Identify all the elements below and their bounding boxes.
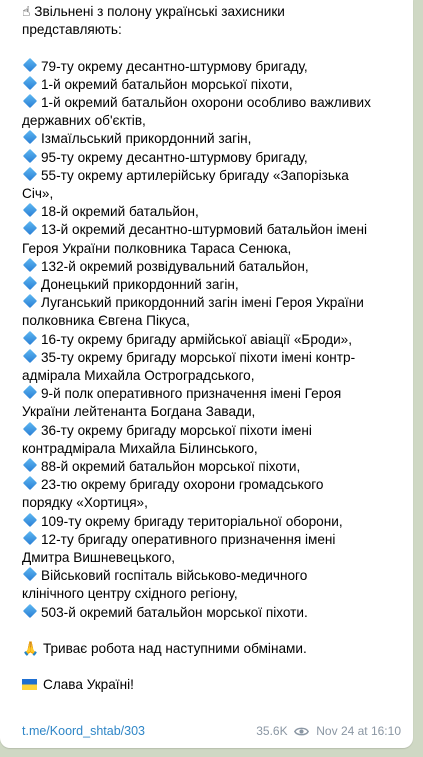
list-item bbox=[22, 258, 405, 276]
post-link[interactable]: t.me/Koord_shtab/303 bbox=[22, 724, 145, 738]
small-blue-diamond-icon bbox=[23, 531, 37, 545]
small-blue-diamond-icon bbox=[23, 167, 37, 181]
list-item bbox=[22, 221, 405, 239]
list-item bbox=[22, 76, 405, 94]
list-item-text: Січ», bbox=[22, 186, 54, 202]
list-item-text: 88-й окремий батальйон морської піхоти, bbox=[41, 459, 301, 475]
folded-hands-emoji-icon: 🙏 bbox=[22, 641, 39, 657]
list-item-continuation bbox=[22, 403, 405, 421]
list-item-text: 12-ту бригаду оперативного призначення імені bbox=[41, 531, 336, 547]
list-item-continuation bbox=[22, 240, 405, 258]
list-item-continuation bbox=[22, 112, 405, 130]
list-item-text: Ізмаїльський прикордонний загін, bbox=[41, 131, 252, 147]
list-item bbox=[22, 513, 405, 531]
list-item-text: 1-й окремий батальйон охорони особливо важливих bbox=[41, 95, 371, 110]
glory-line bbox=[22, 676, 405, 694]
message-text bbox=[22, 3, 405, 695]
message-footer bbox=[22, 722, 401, 740]
small-blue-diamond-icon bbox=[23, 458, 37, 472]
list-item-text: 13-й окремий десантно-штурмовий батальйон імені bbox=[41, 222, 367, 238]
list-item-text: 503-й окремий батальйон морської піхоти. bbox=[41, 604, 308, 620]
small-blue-diamond-icon bbox=[23, 76, 37, 90]
list-item bbox=[22, 167, 405, 185]
list-item bbox=[22, 149, 405, 167]
list-item-text: державних об'єктів, bbox=[22, 113, 146, 129]
paragraph-gap bbox=[22, 39, 405, 57]
list-item bbox=[22, 331, 405, 349]
list-item bbox=[22, 604, 405, 622]
list-item-text: Луганський прикордонний загін імені Героя України bbox=[41, 295, 364, 311]
list-item-text: Військовий госпіталь військово-медичного bbox=[41, 568, 308, 584]
list-item-text: 36-ту окрему бригаду морської піхоти імені bbox=[41, 422, 312, 438]
eye-icon bbox=[294, 726, 309, 737]
small-blue-diamond-icon bbox=[23, 476, 37, 490]
small-blue-diamond-icon bbox=[23, 203, 37, 217]
list-item-continuation bbox=[22, 549, 405, 567]
list-item-text: порядку «Хортиця», bbox=[22, 495, 148, 511]
ukraine-flag-icon bbox=[22, 679, 37, 690]
list-item bbox=[22, 385, 405, 403]
list-item bbox=[22, 567, 405, 585]
list-item bbox=[22, 94, 405, 112]
glory-text: Слава Україні! bbox=[43, 677, 134, 693]
small-blue-diamond-icon bbox=[23, 294, 37, 308]
small-blue-diamond-icon bbox=[23, 258, 37, 272]
list-item-text: 9-й полк оперативного призначення імені Героя bbox=[41, 386, 342, 402]
list-item bbox=[22, 130, 405, 148]
small-blue-diamond-icon bbox=[23, 58, 37, 72]
list-item-text: 35-ту окрему бригаду морської піхоти імені контр- bbox=[41, 349, 356, 365]
message-time: Nov 24 at 16:10 bbox=[316, 724, 401, 738]
list-item bbox=[22, 422, 405, 440]
list-item-text: 132-й окремий розвідувальний батальйон, bbox=[41, 258, 309, 274]
small-blue-diamond-icon bbox=[23, 349, 37, 363]
list-item-text: 95-ту окрему десантно-штурмову бригаду, bbox=[41, 149, 308, 165]
list-item-continuation bbox=[22, 367, 405, 385]
list-item-text: 109-ту окрему бригаду територіальної оборони, bbox=[41, 513, 343, 529]
header-line-2: представляють: bbox=[22, 22, 122, 38]
list-item bbox=[22, 203, 405, 221]
list-item-continuation bbox=[22, 185, 405, 203]
list-item bbox=[22, 294, 405, 312]
small-blue-diamond-icon bbox=[23, 276, 37, 290]
list-item bbox=[22, 531, 405, 549]
pointing-up-emoji-icon: ☝ bbox=[22, 4, 31, 19]
list-item-text: полковника Євгена Пікуса, bbox=[22, 313, 190, 329]
list-item-continuation bbox=[22, 312, 405, 330]
list-item-text: Героя України полковника Тараса Сенюка, bbox=[22, 240, 292, 256]
list-item-text: клінічного центру східного регіону, bbox=[22, 586, 238, 602]
list-item-text: 23-тю окрему бригаду охорони громадського bbox=[41, 477, 324, 493]
list-item-text: 16-ту окрему бригаду армійської авіації «Броди», bbox=[41, 331, 353, 347]
header-line-1 bbox=[22, 3, 405, 21]
small-blue-diamond-icon bbox=[23, 221, 37, 235]
list-item-text: Дмитра Вишневецького, bbox=[22, 550, 176, 566]
list-item-text: 18-й окремий батальйон, bbox=[41, 204, 199, 220]
small-blue-diamond-icon bbox=[23, 385, 37, 399]
list-item-text: 1-й окремий батальйон морської піхоти, bbox=[41, 76, 293, 92]
small-blue-diamond-icon bbox=[23, 513, 37, 527]
unit-list bbox=[22, 58, 405, 622]
list-item-text: контрадмірала Михайла Білинського, bbox=[22, 440, 258, 456]
list-item-continuation bbox=[22, 585, 405, 603]
small-blue-diamond-icon bbox=[23, 422, 37, 436]
small-blue-diamond-icon bbox=[23, 604, 37, 618]
list-item bbox=[22, 276, 405, 294]
paragraph-gap bbox=[22, 658, 405, 676]
continuing-text: Триває робота над наступними обмінами. bbox=[42, 641, 307, 657]
list-item bbox=[22, 58, 405, 76]
small-blue-diamond-icon bbox=[23, 149, 37, 163]
view-count: 35.6K bbox=[256, 724, 288, 738]
list-item-text: 55-ту окрему артилерійську бригаду «Запорізька bbox=[41, 167, 349, 183]
list-item-text: України лейтенанта Богдана Завади, bbox=[22, 404, 256, 420]
list-item-text: Донецький прикордонний загін, bbox=[41, 277, 239, 293]
header-text-1: Звільнені з полону українські захисники bbox=[34, 4, 285, 19]
message-meta bbox=[256, 722, 401, 740]
continuing-line bbox=[22, 640, 405, 658]
small-blue-diamond-icon bbox=[23, 130, 37, 144]
list-item bbox=[22, 458, 405, 476]
paragraph-gap bbox=[22, 622, 405, 640]
list-item bbox=[22, 476, 405, 494]
list-item bbox=[22, 349, 405, 367]
list-item-text: 79-ту окрему десантно-штурмову бригаду, bbox=[41, 58, 308, 74]
list-item-text: адмірала Михайла Остроградського, bbox=[22, 368, 255, 384]
small-blue-diamond-icon bbox=[23, 567, 37, 581]
list-item-continuation bbox=[22, 440, 405, 458]
small-blue-diamond-icon bbox=[23, 331, 37, 345]
list-item-continuation bbox=[22, 494, 405, 512]
small-blue-diamond-icon bbox=[23, 94, 37, 108]
